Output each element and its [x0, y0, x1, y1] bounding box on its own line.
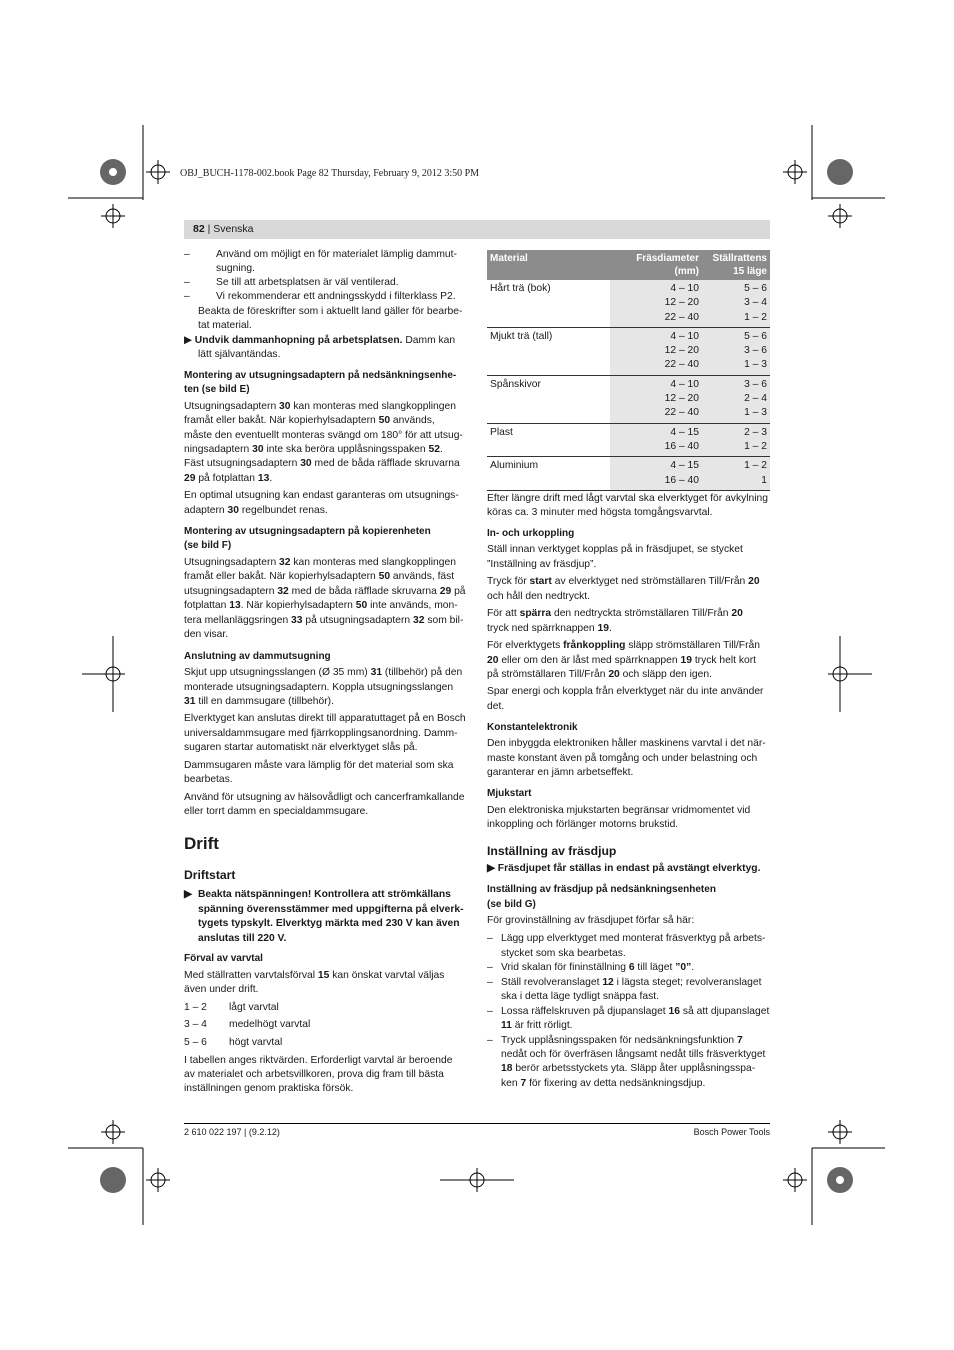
paragraph: adaptern 30 regelbundet renas.: [184, 505, 328, 516]
page-language: Svenska: [213, 223, 254, 235]
dial-cell: [702, 375, 770, 423]
subheading: Mjukstart: [487, 788, 532, 799]
diameter-value: 4 – 10: [670, 330, 699, 342]
paragraph: I tabellen anges riktvärden. Erforderligt varvtal är beroende: [184, 1055, 453, 1066]
paragraph: det.: [487, 701, 505, 712]
file-header-line: OBJ_BUCH-1178-002.book Page 82 Thursday, February 9, 2012 3:50 PM: [180, 168, 480, 179]
paragraph: köras ca. 3 minuter med högsta tomgångsvarvtal.: [487, 507, 713, 518]
diameter-value: 4 – 10: [670, 378, 699, 390]
paragraph: fotplattan 13. När kopierhylsadaptern 50 inte används, mon-: [184, 600, 458, 611]
dial-value: 1 – 2: [744, 311, 767, 323]
subheading: Anslutning av dammutsugning: [184, 651, 331, 662]
speed-key: 5 – 6: [184, 1037, 207, 1048]
paragraph: För elverktygets frånkoppling släpp strömställaren Till/Från: [487, 640, 760, 651]
subheading: Montering av utsugningsadaptern på nedsänkningsenhe-: [184, 370, 457, 381]
table-header: Material: [487, 250, 610, 280]
paragraph: universaldammsugare med fjärrkopplingsanordning. Damm-: [184, 728, 458, 739]
diameter-value: 16 – 40: [664, 474, 699, 486]
paragraph: För grovinställning av fräsdjupet förfar så här:: [487, 915, 695, 926]
warning-text: Fräsdjupet får ställas in endast på avstängt elverktyg.: [497, 863, 761, 874]
list-text: 18 berör arbetsstyckets yta. Släpp åter upplåsningsspa-: [501, 1063, 756, 1074]
paragraph: även under drift.: [184, 984, 259, 995]
dial-cell: [702, 457, 770, 491]
paragraph: ningsadaptern 30 inte ska beröra upplåsningsspaken 52.: [184, 444, 443, 455]
dial-cell: [702, 327, 770, 375]
list-text: Se till att arbetsplatsen är väl ventilerad.: [216, 277, 399, 288]
table-row: [487, 327, 770, 375]
diameter-value: 22 – 40: [664, 359, 699, 371]
section-title: Drift: [184, 834, 219, 853]
paragraph: inkoppling och förlänger motorns brukstid.: [487, 819, 679, 830]
dial-value: 5 – 6: [744, 330, 767, 342]
diameter-value: 4 – 15: [670, 460, 699, 472]
table-row: [487, 423, 770, 457]
paragraph: Ställ innan verktyget kopplas på in fräsdjupet, se stycket: [487, 544, 743, 555]
material-cell: Hårt trä (bok): [487, 280, 610, 327]
warning-text: Damm kan: [402, 335, 456, 346]
material-cell: Mjukt trä (tall): [487, 327, 610, 375]
material-cell: Aluminium: [487, 457, 610, 491]
speed-key: 1 – 2: [184, 1002, 207, 1013]
subheading: (se bild F): [184, 540, 232, 551]
list-text: ska i detta läge tydligt snäppa fast.: [501, 991, 659, 1002]
speed-value: medelhögt varvtal: [229, 1019, 311, 1030]
list-text: nedåt och för överfräsen långsamt nedåt tills fräsverktyget: [501, 1049, 766, 1060]
subheading: Konstantelektronik: [487, 722, 578, 733]
section-subtitle: Driftstart: [184, 868, 236, 882]
speed-table: [487, 250, 770, 491]
paragraph: måste den eventuellt monteras svängd om 180° för att utsug-: [184, 430, 463, 441]
list-text: sugning.: [216, 263, 255, 274]
diameter-cell: [610, 280, 702, 327]
warning-text: spänning överensstämmer med uppgifterna på elverk-: [198, 904, 464, 915]
dial-value: 1 – 3: [744, 407, 767, 419]
paragraph: Tryck för start av elverktyget ned strömställaren Till/Från 20: [487, 576, 760, 587]
paragraph: tryck ned spärrknappen 19.: [487, 623, 612, 634]
dial-value: 2 – 4: [744, 393, 767, 405]
section-subtitle: Inställning av fräsdjup: [487, 844, 617, 858]
paragraph: eller torrt damm en specialdammsugare.: [184, 806, 369, 817]
paragraph: tat material.: [198, 320, 252, 331]
diameter-value: 16 – 40: [664, 440, 699, 452]
paragraph: Beakta de föreskrifter som i aktuellt land gäller för bearbe-: [198, 306, 463, 317]
dial-value: 2 – 3: [744, 426, 767, 438]
paragraph: Dammsugaren måste vara lämplig för det material som ska: [184, 760, 454, 771]
table-row: [487, 375, 770, 423]
material-cell: Spånskivor: [487, 375, 610, 423]
warning-marker: ▶: [184, 889, 192, 900]
paragraph: Utsugningsadaptern 30 kan monteras med slangkopplingen: [184, 401, 456, 412]
list-text: stycket som ska bearbetas.: [501, 948, 626, 959]
table-header: Fräsdiameter (mm): [610, 250, 702, 280]
page-header: 82 | Svenska: [193, 223, 254, 235]
diameter-value: 22 – 40: [664, 311, 699, 323]
paragraph: av materialet och arbetsvillkoren, prova dig fram till bästa: [184, 1069, 444, 1080]
dial-value: 1: [761, 474, 767, 486]
paragraph: och håll den nedtryckt.: [487, 591, 591, 602]
diameter-cell: [610, 327, 702, 375]
table-header: Ställrattens 15 läge: [702, 250, 770, 280]
dial-cell: [702, 280, 770, 327]
warning: ▶ Fräsdjupet får ställas in endast på avstängt elverktyg.: [487, 863, 761, 874]
warning-text: tygets typskylt. Elverktyg märkta med 230 V kan även: [198, 918, 460, 929]
dial-value: 5 – 6: [744, 283, 767, 294]
diameter-value: 4 – 15: [670, 426, 699, 438]
paragraph: utsugningsadaptern 32 med de båda räfflade skruvarna 29 på: [184, 586, 466, 597]
paragraph: garanterar en jämn arbetseffekt.: [487, 767, 634, 778]
dial-value: 1 – 2: [744, 460, 767, 472]
warning-text: Beakta nätspänningen! Kontrollera att strömkällans: [198, 889, 451, 900]
paragraph: 20 eller om den är låst med spärrknappen 19 tryck helt kort: [487, 655, 757, 666]
dial-value: 1 – 3: [744, 359, 767, 371]
warning: ▶ Undvik dammanhopning på arbetsplatsen. Damm kan: [184, 335, 456, 346]
paragraph: inställningen genom praktiska försök.: [184, 1083, 354, 1094]
paragraph: framåt eller bakåt. När kopierhylsadaptern 50 används,: [184, 415, 435, 426]
dial-value: 1 – 2: [744, 440, 767, 452]
speed-value: lågt varvtal: [229, 1002, 279, 1013]
paragraph: Efter längre drift med lågt varvtal ska elverktyget för avkylning: [487, 493, 768, 504]
list-text: 11 är fritt rörligt.: [501, 1020, 573, 1031]
paragraph: 31 till en dammsugare (tillbehör).: [184, 696, 334, 707]
diameter-value: 12 – 20: [664, 393, 699, 405]
paragraph: Med ställratten varvtalsförval 15 kan önskat varvtal väljas: [184, 970, 445, 981]
dial-value: 3 – 6: [744, 345, 767, 357]
dial-value: 3 – 6: [744, 378, 767, 390]
list-text: Använd om möjligt en för materialet lämplig dammut-: [216, 249, 457, 260]
paragraph: tera mellanläggsringen 33 på utsugningsadaptern 32 som bil-: [184, 615, 464, 626]
paragraph: sugaren startar automatiskt när elverktyget slås på.: [184, 742, 418, 753]
subheading: Förval av varvtal: [184, 953, 263, 964]
paragraph: bearbetas.: [184, 774, 233, 785]
paragraph: framåt eller bakåt. När kopierhylsadaptern 50 används, fäst: [184, 571, 455, 582]
footer-left: 2 610 022 197 | (9.2.12): [184, 1127, 280, 1137]
material-cell: Plast: [487, 423, 610, 457]
diameter-value: 4 – 10: [670, 283, 699, 294]
warning-text: lätt självantändas.: [198, 349, 281, 360]
paragraph: på strömställaren Till/Från 20 och släpp den igen.: [487, 669, 712, 680]
list-text: ken 7 för fixering av detta nedsänkningsdjup.: [501, 1078, 706, 1089]
table-row: [487, 457, 770, 491]
paragraph: monterade utsugningsadaptern. Koppla utsugningsslangen: [184, 682, 454, 693]
speed-value: högt varvtal: [229, 1037, 283, 1048]
speed-key: 3 – 4: [184, 1019, 207, 1030]
paragraph: Fäst utsugningsadaptern 30 med de båda räfflade skruvarna: [184, 458, 460, 469]
subheading: In- och urkoppling: [487, 528, 575, 539]
list-text: Vi rekommenderar ett andningsskydd i filterklass P2.: [216, 291, 456, 302]
paragraph: Skjut upp utsugningsslangen (Ø 35 mm) 31 (tillbehör) på den: [184, 667, 463, 678]
diameter-cell: [610, 375, 702, 423]
page-number: 82: [193, 223, 205, 235]
table-row: [487, 280, 770, 327]
diameter-cell: [610, 457, 702, 491]
diameter-cell: [610, 423, 702, 457]
paragraph: 29 på fotplattan 13.: [184, 473, 273, 484]
paragraph: maste konstant även på tomgång och under belastning och: [487, 753, 758, 764]
paragraph: En optimal utsugning kan endast garanteras om utsugnings-: [184, 490, 459, 501]
footer-rule: [184, 1123, 770, 1124]
subheading: Inställning av fräsdjup på nedsänkningsenheten: [487, 884, 716, 895]
paragraph: den visar.: [184, 629, 229, 640]
paragraph: Spar energi och koppla från elverktyget när du inte använder: [487, 686, 764, 697]
warning-text: anslutas till 220 V.: [198, 933, 287, 944]
page-header-bar: [184, 220, 770, 239]
paragraph: För att spärra den nedtryckta strömställaren Till/Från 20: [487, 608, 743, 619]
paragraph: Den inbyggda elektroniken håller maskinens varvtal i det när-: [487, 738, 766, 749]
paragraph: Den elektroniska mjukstarten begränsar vridmomentet vid: [487, 805, 751, 816]
paragraph: Använd för utsugning av hälsovådligt och cancerframkallande: [184, 792, 465, 803]
diameter-value: 12 – 20: [664, 297, 699, 309]
subheading: ten (se bild E): [184, 384, 250, 395]
dial-value: 3 – 4: [744, 297, 767, 309]
dial-cell: [702, 423, 770, 457]
footer-right: Bosch Power Tools: [693, 1127, 770, 1137]
paragraph: Utsugningsadaptern 32 kan monteras med slangkopplingen: [184, 557, 456, 568]
diameter-value: 22 – 40: [664, 407, 699, 419]
paragraph: Elverktyget kan anslutas direkt till apparatuttaget på en Bosch: [184, 713, 466, 724]
diameter-value: 12 – 20: [664, 345, 699, 357]
warning-bold: Undvik dammanhopning på arbetsplatsen.: [194, 335, 403, 346]
paragraph: ”Inställning av fräsdjup”.: [487, 559, 597, 570]
subheading: Montering av utsugningsadaptern på kopierenheten: [184, 526, 431, 537]
subheading: (se bild G): [487, 899, 536, 910]
